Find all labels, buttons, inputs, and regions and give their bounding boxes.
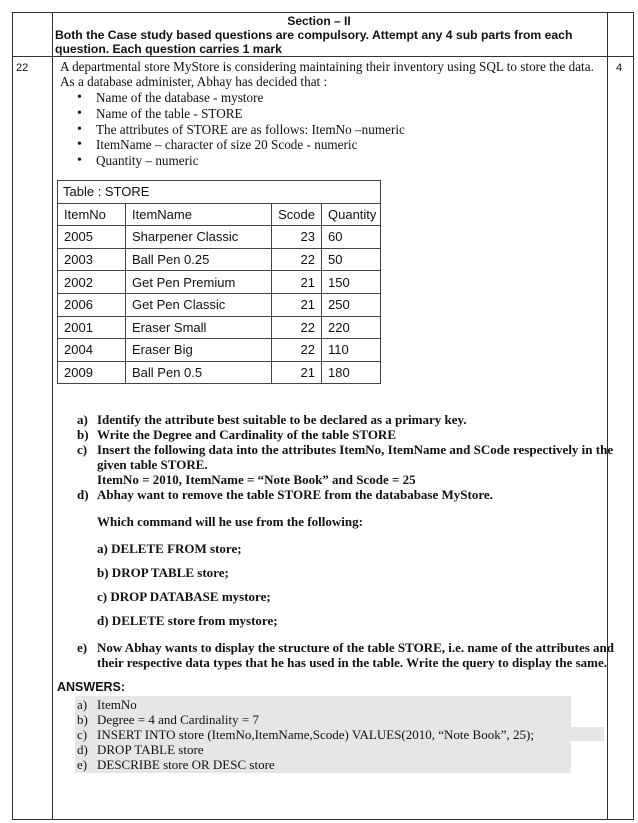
table-row <box>58 271 381 294</box>
table-cell: 23 <box>272 226 322 249</box>
question-number: 22 <box>16 62 29 74</box>
table-cell: Eraser Big <box>126 339 272 362</box>
table-cell: 180 <box>322 361 381 384</box>
table-cell: 22 <box>272 316 322 339</box>
header-divider <box>12 56 634 57</box>
question-d-options <box>77 514 617 628</box>
question-text: Insert the following data into the attributes ItemNo, ItemName and SCode respectively in the given table STORE. <box>97 442 614 472</box>
bullet-list <box>74 90 405 169</box>
answer-text: DROP TABLE store <box>97 742 204 757</box>
table-header-row <box>58 203 381 226</box>
table-cell: 220 <box>322 316 381 339</box>
question-prompt: Which command will he use from the following: <box>97 514 363 529</box>
store-table <box>57 180 381 384</box>
table-cell: 21 <box>272 271 322 294</box>
table-cell: 2003 <box>58 248 126 271</box>
question-text: Identify the attribute best suitable to be declared as a primary key. <box>97 412 467 427</box>
question-text: Write the Degree and Cardinality of the table STORE <box>97 427 396 442</box>
section-title: Section – II <box>287 14 351 28</box>
column-header: ItemNo <box>58 203 126 226</box>
table-cell: Ball Pen 0.5 <box>126 361 272 384</box>
table-cell: 250 <box>322 293 381 316</box>
bullet-item: • ItemName – character of size 20 Scode - numeric <box>74 137 405 153</box>
answer-text: INSERT INTO store (ItemNo,ItemName,Scode) VALUES(2010, “Note Book”, 25); <box>97 727 534 742</box>
table-cell: 22 <box>272 339 322 362</box>
question-d <box>77 487 617 502</box>
table-row <box>58 248 381 271</box>
marks: 4 <box>616 62 623 74</box>
answer-item <box>77 757 534 772</box>
question-b <box>77 427 617 442</box>
table-cell: Eraser Small <box>126 316 272 339</box>
table-cell: 2002 <box>58 271 126 294</box>
question-c <box>77 442 617 487</box>
question-label: e) <box>77 640 88 655</box>
question-data: ItemNo = 2010, ItemName = “Note Book” and Scode = 25 <box>97 472 416 487</box>
answer-label: d) <box>77 742 88 757</box>
table-row <box>58 226 381 249</box>
bullet-item: • Quantity – numeric <box>74 153 405 169</box>
table-cell: 2005 <box>58 226 126 249</box>
table-cell: 110 <box>322 339 381 362</box>
answer-label: c) <box>77 727 88 742</box>
column-divider-left <box>52 12 53 820</box>
case-intro: A departmental store MyStore is considering maintaining their inventory using SQL to store the data. As a database administer, Abhay has decided that : <box>60 59 594 89</box>
answers-heading: ANSWERS: <box>57 680 126 694</box>
bullet-item: • Name of the table - STORE <box>74 106 405 122</box>
answer-item <box>77 727 534 742</box>
answer-item <box>77 712 534 727</box>
answer-label: b) <box>77 712 88 727</box>
option-item: a) DELETE FROM store; <box>97 541 242 556</box>
table-row <box>58 339 381 362</box>
column-header: Scode <box>272 203 322 226</box>
table-cell: 60 <box>322 226 381 249</box>
table-row <box>58 316 381 339</box>
table-cell: 50 <box>322 248 381 271</box>
answer-item <box>77 742 534 757</box>
table-cell: 2009 <box>58 361 126 384</box>
answers-list <box>77 697 534 772</box>
table-caption: Table : STORE <box>58 181 381 204</box>
table-cell: 21 <box>272 293 322 316</box>
question-a <box>77 412 617 427</box>
answer-text: DESCRIBE store OR DESC store <box>97 757 275 772</box>
table-cell: 2004 <box>58 339 126 362</box>
option-item: d) DELETE store from mystore; <box>97 613 278 628</box>
sub-questions <box>77 412 617 670</box>
question-text: Abhay want to remove the table STORE from the datababase MyStore. <box>97 487 493 502</box>
answers-highlight-extension <box>571 727 604 741</box>
column-header: ItemName <box>126 203 272 226</box>
bullet-item: • The attributes of STORE are as follows: ItemNo –numeric <box>74 122 405 138</box>
table-row <box>58 361 381 384</box>
question-label: b) <box>77 427 89 442</box>
answer-text: ItemNo <box>97 697 137 712</box>
table-cell: Ball Pen 0.25 <box>126 248 272 271</box>
question-label: a) <box>77 412 88 427</box>
table-cell: 22 <box>272 248 322 271</box>
column-header: Quantity <box>322 203 381 226</box>
table-cell: Sharpener Classic <box>126 226 272 249</box>
table-caption-row <box>58 181 381 204</box>
option-item: b) DROP TABLE store; <box>97 565 229 580</box>
question-label: d) <box>77 487 89 502</box>
answer-text: Degree = 4 and Cardinality = 7 <box>97 712 259 727</box>
question-e <box>77 640 617 670</box>
table-cell: 150 <box>322 271 381 294</box>
table-cell: 2001 <box>58 316 126 339</box>
table-cell: Get Pen Premium <box>126 271 272 294</box>
bullet-item: • Name of the database - mystore <box>74 90 405 106</box>
question-label: c) <box>77 442 88 457</box>
table-cell: 2006 <box>58 293 126 316</box>
answer-item <box>77 697 534 712</box>
table-cell: 21 <box>272 361 322 384</box>
instructions: Both the Case study based questions are compulsory. Attempt any 4 sub parts from each question. Each question carries 1 mark <box>55 28 573 56</box>
question-text: Now Abhay wants to display the structure of the table STORE, i.e. name of the attributes and their respective data types that he has used in the table. Write the query to display the same. <box>97 640 615 670</box>
answer-label: a) <box>77 697 88 712</box>
answer-label: e) <box>77 757 88 772</box>
table-cell: Get Pen Classic <box>126 293 272 316</box>
option-item: c) DROP DATABASE mystore; <box>97 589 271 604</box>
table-row <box>58 293 381 316</box>
